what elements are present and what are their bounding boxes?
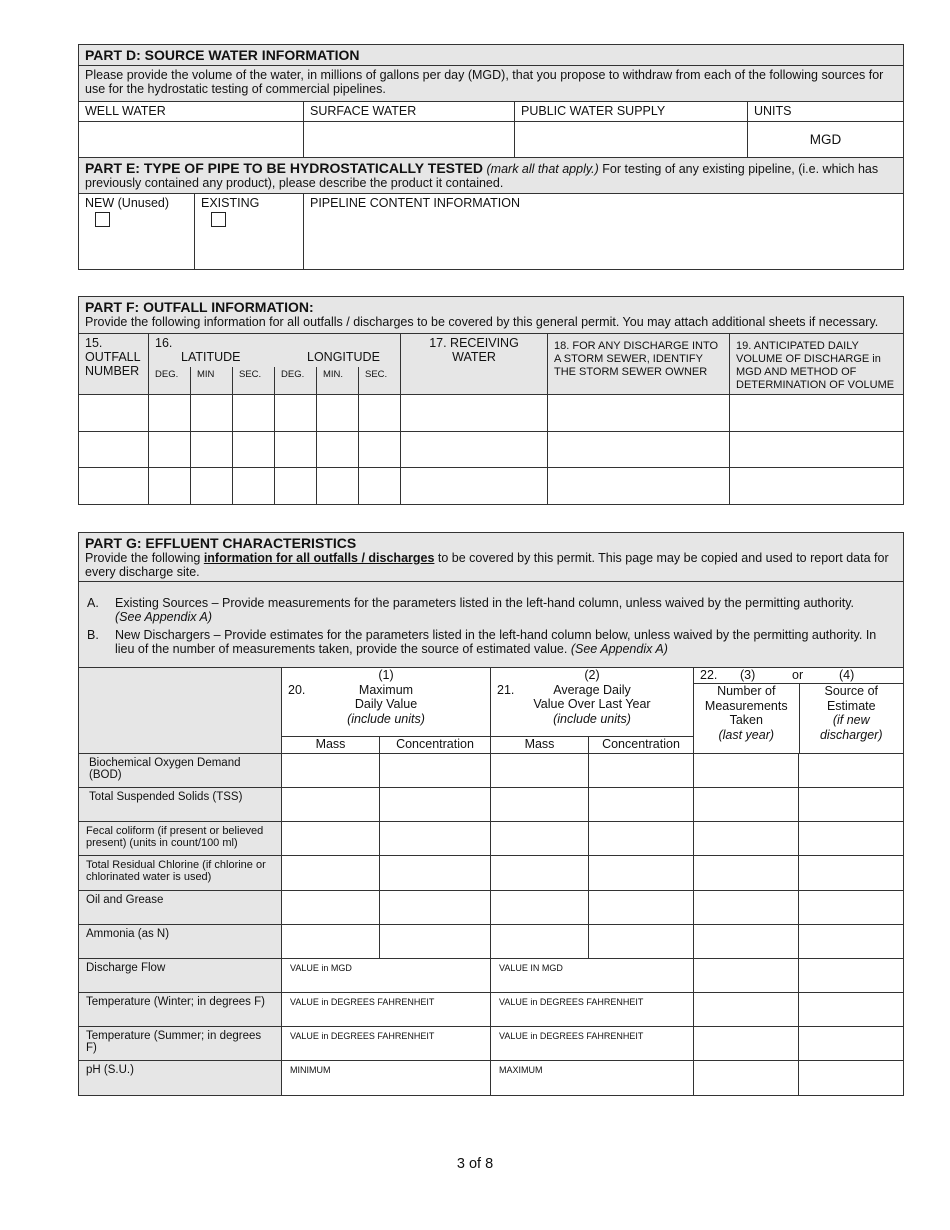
- outfall-cell[interactable]: [359, 432, 401, 468]
- units-value: MGD: [748, 122, 904, 158]
- col16-num: 16.: [155, 336, 173, 350]
- part-g-table: [78, 532, 904, 1096]
- c4-l2: Estimate: [826, 698, 876, 713]
- note-b-key: B.: [87, 628, 99, 642]
- page-number: 3 of 8: [456, 1156, 494, 1172]
- outfall-cell[interactable]: [149, 468, 191, 505]
- units-label: UNITS: [748, 102, 904, 122]
- temp-summer-max-field[interactable]: VALUE in DEGREES FAHRENHEIT: [282, 1027, 491, 1061]
- mass-header-2: Mass: [491, 736, 589, 753]
- c1-l3: (include units): [347, 711, 425, 726]
- instr-post: to be covered by this permit. This page may be copied and used to report data for every discharge site.: [85, 551, 889, 579]
- outfall-cell[interactable]: [191, 395, 233, 432]
- part-f-title: PART F: OUTFALL INFORMATION:: [85, 299, 314, 315]
- lat-min: MIN: [191, 367, 233, 395]
- col15-b: NUMBER: [85, 364, 140, 378]
- value-cell[interactable]: [799, 993, 904, 1027]
- part-d-instructions: Please provide the volume of the water, in millions of gallons per day (MGD), that you propose to withdraw from each of the following sources for use for the hydrostatic testing of commercial pipelines.: [79, 66, 904, 102]
- part-e-instructions: For testing of any existing pipeline, (i.e. which has previously contained any product), please describe the product it contained.: [85, 162, 879, 190]
- value-cell[interactable]: [799, 856, 904, 891]
- table-row: [79, 1027, 904, 1061]
- temp-winter-max-field[interactable]: VALUE in DEGREES FAHRENHEIT: [282, 993, 491, 1027]
- table-row: [79, 1061, 904, 1096]
- lat-deg: DEG.: [149, 367, 191, 395]
- value-cell[interactable]: [799, 754, 904, 788]
- outfall-cell[interactable]: [359, 468, 401, 505]
- table-row: [79, 891, 904, 925]
- outfall-cell[interactable]: [317, 468, 359, 505]
- outfall-cell[interactable]: [275, 395, 317, 432]
- c2-paren: (2): [584, 668, 600, 682]
- existing-pipe-cell: [195, 194, 304, 270]
- value-cell[interactable]: [282, 856, 380, 891]
- value-cell[interactable]: [589, 891, 694, 925]
- value-cell[interactable]: [799, 822, 904, 856]
- value-cell[interactable]: [380, 925, 491, 959]
- part-g-notes: [79, 582, 904, 668]
- value-cell[interactable]: [282, 822, 380, 856]
- value-cell[interactable]: [799, 788, 904, 822]
- table-row: [79, 788, 904, 822]
- outfall-cell[interactable]: [548, 468, 730, 505]
- value-cell[interactable]: [380, 822, 491, 856]
- value-cell[interactable]: [589, 856, 694, 891]
- outfall-row: [79, 395, 904, 432]
- c2-num: 21.: [497, 682, 515, 697]
- note-b-appendix: (See Appendix A): [570, 642, 668, 656]
- flow-max-field[interactable]: VALUE in MGD: [282, 959, 491, 993]
- new-pipe-label: NEW (Unused): [85, 196, 170, 210]
- c2-l1: Average Daily: [553, 682, 631, 697]
- well-water-field[interactable]: [79, 122, 304, 158]
- param-label: Discharge Flow: [79, 959, 282, 993]
- receiving-water-header: 17. RECEIVING WATER: [401, 334, 548, 395]
- longitude-label: LONGITUDE: [307, 350, 380, 364]
- value-cell[interactable]: [380, 788, 491, 822]
- existing-pipe-label: EXISTING: [201, 196, 260, 210]
- note-a: [87, 594, 895, 626]
- value-cell[interactable]: [491, 925, 589, 959]
- value-cell[interactable]: [694, 788, 799, 822]
- instr-pre: Provide the following: [85, 551, 204, 565]
- param-label: Fecal coliform (if present or believed present) (units in count/100 ml): [79, 822, 282, 856]
- c1-l1: Maximum: [358, 682, 414, 697]
- new-pipe-checkbox[interactable]: [95, 212, 110, 227]
- value-cell[interactable]: [380, 754, 491, 788]
- note-a-text: Existing Sources – Provide measurements for the parameters listed in the left-hand column, unless waived by the permitting authority.: [115, 596, 855, 610]
- c3-l1: Number of: [717, 684, 776, 698]
- part-d-title: PART D: SOURCE WATER INFORMATION: [79, 45, 904, 66]
- param-label: Oil and Grease: [79, 891, 282, 925]
- param-label: pH (S.U.): [79, 1061, 282, 1096]
- outfall-cell[interactable]: [191, 468, 233, 505]
- c3-l4: (last year): [718, 727, 775, 742]
- outfall-cell[interactable]: [79, 395, 149, 432]
- part-f-header: [79, 297, 904, 334]
- storm-sewer-header: 18. FOR ANY DISCHARGE INTO A STORM SEWER, IDENTIFY THE STORM SEWER OWNER: [548, 334, 730, 395]
- lat-sec: SEC.: [233, 367, 275, 395]
- pipeline-content-field[interactable]: [304, 194, 904, 270]
- value-cell[interactable]: [694, 1061, 799, 1096]
- lat-long-header: [149, 334, 401, 367]
- outfall-cell[interactable]: [317, 395, 359, 432]
- outfall-cell[interactable]: [233, 432, 275, 468]
- value-cell[interactable]: [589, 822, 694, 856]
- well-water-label: WELL WATER: [79, 102, 304, 122]
- c3-l2: Measurements: [704, 698, 788, 713]
- value-cell[interactable]: [491, 856, 589, 891]
- value-cell[interactable]: [491, 891, 589, 925]
- surface-water-field[interactable]: [304, 122, 515, 158]
- c3-l3: Taken: [729, 713, 763, 727]
- lon-min: MIN.: [317, 367, 359, 395]
- outfall-cell[interactable]: [730, 468, 904, 505]
- value-cell[interactable]: [380, 891, 491, 925]
- value-cell[interactable]: [589, 925, 694, 959]
- c3-num: 22.: [700, 668, 718, 682]
- lon-sec: SEC.: [359, 367, 401, 395]
- outfall-cell[interactable]: [275, 468, 317, 505]
- outfall-cell[interactable]: [233, 395, 275, 432]
- part-e-header: [79, 158, 904, 194]
- existing-pipe-checkbox[interactable]: [211, 212, 226, 227]
- value-cell[interactable]: [491, 822, 589, 856]
- param-label: Total Suspended Solids (TSS): [79, 788, 282, 822]
- max-daily-header: [282, 668, 491, 737]
- ph-min-field[interactable]: MINIMUM: [282, 1061, 491, 1096]
- value-cell[interactable]: [694, 891, 799, 925]
- outfall-cell[interactable]: [401, 468, 548, 505]
- value-cell[interactable]: [694, 754, 799, 788]
- value-cell[interactable]: [799, 1027, 904, 1061]
- outfall-cell[interactable]: [401, 395, 548, 432]
- value-cell[interactable]: [589, 754, 694, 788]
- value-cell[interactable]: [694, 822, 799, 856]
- value-cell[interactable]: [491, 754, 589, 788]
- surface-water-label: SURFACE WATER: [304, 102, 515, 122]
- c4-l1: Source of: [824, 684, 879, 698]
- lon-deg: DEG.: [275, 367, 317, 395]
- value-cell[interactable]: [694, 925, 799, 959]
- outfall-cell[interactable]: [730, 395, 904, 432]
- part-e-note: (mark all that apply.): [486, 162, 599, 176]
- col15-num: 15.: [85, 336, 103, 350]
- note-b-text: New Dischargers – Provide estimates for the parameters listed in the left-hand column below, unless waived by the permitting authority. In lieu of the number of measurements taken, provide the source of estimated value.: [115, 628, 877, 656]
- part-g-title: PART G: EFFLUENT CHARACTERISTICS: [85, 535, 357, 551]
- flow-avg-field[interactable]: VALUE IN MGD: [491, 959, 694, 993]
- outfall-number-header: [79, 334, 149, 395]
- value-cell[interactable]: [694, 1027, 799, 1061]
- public-water-supply-label: PUBLIC WATER SUPPLY: [515, 102, 748, 122]
- param-label: Ammonia (as N): [79, 925, 282, 959]
- part-e-title: PART E: TYPE OF PIPE TO BE HYDROSTATICALLY TESTED: [85, 160, 484, 176]
- outfall-cell[interactable]: [79, 468, 149, 505]
- part-f-table: [78, 296, 904, 505]
- outfall-cell[interactable]: [548, 395, 730, 432]
- table-row: [79, 856, 904, 891]
- table-row: [79, 754, 904, 788]
- value-cell[interactable]: [282, 788, 380, 822]
- outfall-row: [79, 432, 904, 468]
- col15-a: OUTFALL: [85, 350, 141, 364]
- part-d-e-table: [78, 44, 904, 270]
- num-measurements-header: [694, 684, 800, 753]
- table-row: [79, 993, 904, 1027]
- ph-max-field[interactable]: MAXIMUM: [491, 1061, 694, 1096]
- daily-volume-header: 19. ANTICIPATED DAILY VOLUME OF DISCHARGE in MGD AND METHOD OF DETERMINATION OF VOLUME: [730, 334, 904, 395]
- measurements-header: [694, 668, 904, 754]
- c3-or: or: [792, 668, 804, 682]
- pipeline-content-label: PIPELINE CONTENT INFORMATION: [310, 196, 520, 210]
- instr-bold: information for all outfalls / discharges: [203, 551, 435, 565]
- value-cell[interactable]: [799, 891, 904, 925]
- value-cell[interactable]: [491, 788, 589, 822]
- note-a-appendix: (See Appendix A): [115, 610, 213, 624]
- outfall-cell[interactable]: [730, 432, 904, 468]
- temp-winter-avg-field[interactable]: VALUE in DEGREES FAHRENHEIT: [491, 993, 694, 1027]
- outfall-cell[interactable]: [275, 432, 317, 468]
- outfall-cell[interactable]: [548, 432, 730, 468]
- outfall-row: [79, 468, 904, 505]
- temp-summer-avg-field[interactable]: VALUE in DEGREES FAHRENHEIT: [491, 1027, 694, 1061]
- value-cell[interactable]: [282, 754, 380, 788]
- avg-daily-header: [491, 668, 694, 737]
- table-row: [79, 822, 904, 856]
- note-b: [87, 626, 895, 658]
- c4-l3: (if new: [832, 713, 870, 727]
- c1-l2: Daily Value: [354, 697, 418, 711]
- value-cell[interactable]: [694, 959, 799, 993]
- outfall-cell[interactable]: [233, 468, 275, 505]
- c1-paren: (1): [378, 668, 394, 682]
- c2-l3: (include units): [553, 711, 631, 726]
- mass-header-1: Mass: [282, 736, 380, 753]
- c1-num: 20.: [288, 682, 306, 697]
- note-a-key: A.: [87, 596, 99, 610]
- latitude-label: LATITUDE: [181, 350, 241, 364]
- value-cell[interactable]: [799, 925, 904, 959]
- c4-paren: (4): [839, 668, 855, 682]
- outfall-cell[interactable]: [191, 432, 233, 468]
- param-label: Temperature (Summer; in degrees F): [79, 1027, 282, 1061]
- table-row: [79, 925, 904, 959]
- public-water-supply-field[interactable]: [515, 122, 748, 158]
- outfall-cell[interactable]: [359, 395, 401, 432]
- value-cell[interactable]: [589, 788, 694, 822]
- value-cell[interactable]: [380, 856, 491, 891]
- value-cell[interactable]: [799, 959, 904, 993]
- outfall-cell[interactable]: [149, 432, 191, 468]
- param-label: Biochemical Oxygen Demand (BOD): [79, 754, 282, 788]
- c2-l2: Value Over Last Year: [533, 697, 651, 711]
- outfall-cell[interactable]: [149, 395, 191, 432]
- value-cell[interactable]: [282, 891, 380, 925]
- value-cell[interactable]: [694, 856, 799, 891]
- param-label: Total Residual Chlorine (if chlorine or chlorinated water is used): [79, 856, 282, 891]
- new-pipe-cell: [79, 194, 195, 270]
- c4-l4: discharger): [819, 727, 883, 742]
- conc-header-1: Concentration: [380, 736, 491, 753]
- outfall-cell[interactable]: [317, 432, 359, 468]
- param-header-blank: [79, 668, 282, 754]
- part-f-instructions: Provide the following information for all outfalls / discharges to be covered by this general permit. You may attach additional sheets if necessary.: [85, 315, 879, 329]
- part-g-instructions: [85, 551, 897, 579]
- outfall-cell[interactable]: [401, 432, 548, 468]
- conc-header-2: Concentration: [589, 736, 694, 753]
- value-cell[interactable]: [799, 1061, 904, 1096]
- table-row: [79, 959, 904, 993]
- outfall-cell[interactable]: [79, 432, 149, 468]
- param-label: Temperature (Winter; in degrees F): [79, 993, 282, 1027]
- value-cell[interactable]: [694, 993, 799, 1027]
- value-cell[interactable]: [282, 925, 380, 959]
- c3-paren: (3): [740, 668, 756, 682]
- part-g-header: [79, 533, 904, 582]
- source-estimate-header: [800, 684, 904, 753]
